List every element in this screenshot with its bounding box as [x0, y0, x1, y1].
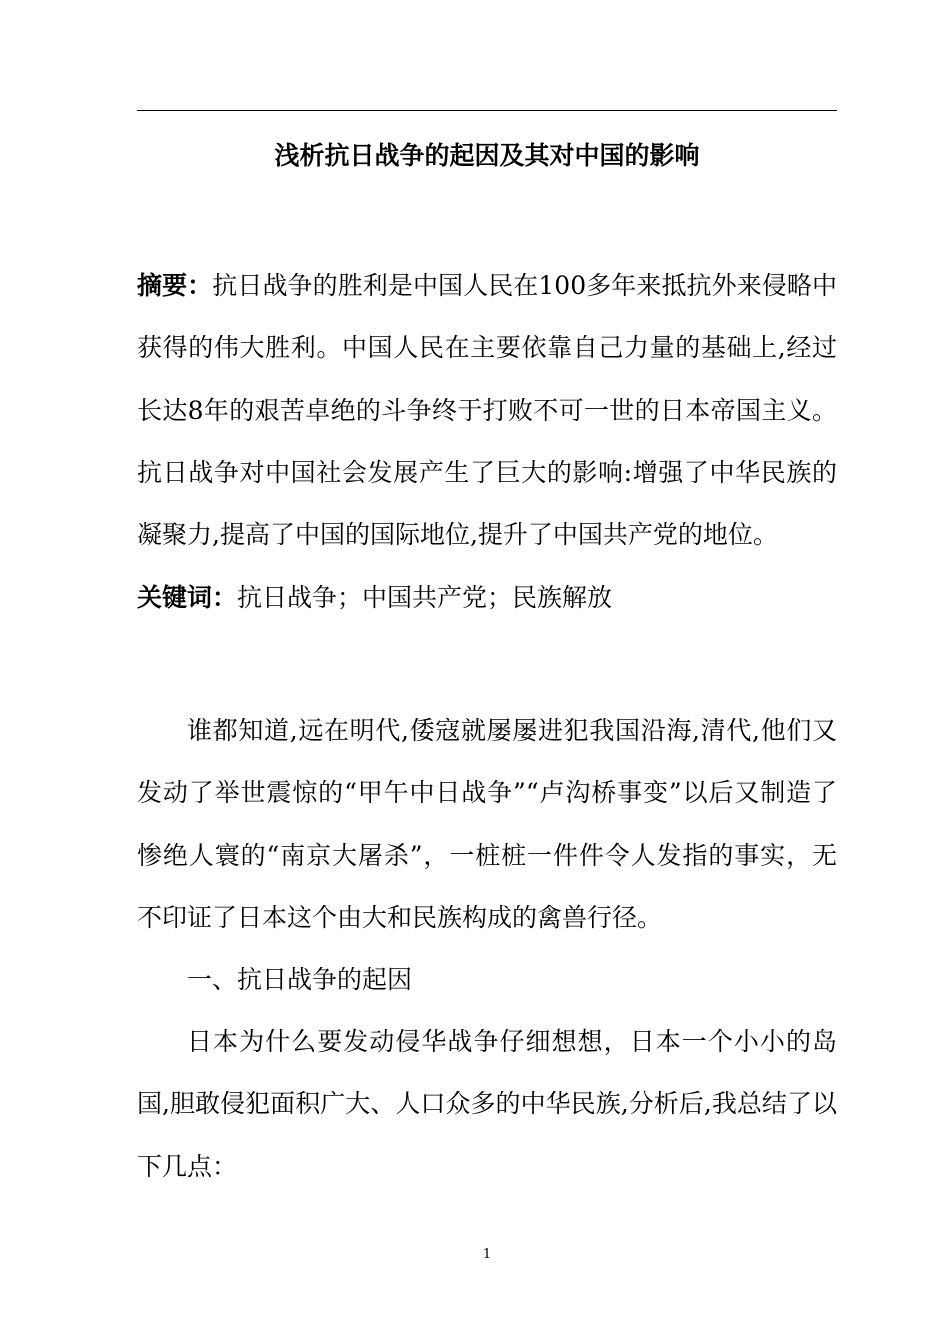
body-paragraph-intro: 谁都知道,远在明代,倭寇就屡屡进犯我国沿海,清代,他们又发动了举世震惊的“甲午中日战争”“卢沟桥事变”以后又制造了惨绝人寰的“南京大屠杀”，一桩桩一件件令人发指的事实，无不印证了日本这个由大和民族构成的禽兽行径。: [137, 716, 837, 932]
abstract-text: 抗日战争的胜利是中国人民在100多年来抵抗外来侵略中获得的伟大胜利。中国人民在主要依靠自己力量的基础上,经过长达8年的艰苦卓绝的斗争终于打败不可一世的日本帝国主义。抗日战争对中国社会发展产生了巨大的影响:增强了中华民族的凝聚力,提高了中国的国际地位,提升了中国共产党的地位。: [137, 271, 837, 550]
keywords-label: 关键词：: [137, 583, 238, 612]
body-paragraph-causes: 日本为什么要发动侵华战争仔细想想，日本一个小小的岛国,胆敢侵犯面积广大、人口众多的中华民族,分析后,我总结了以下几点：: [137, 1027, 837, 1181]
header-rule: [137, 110, 837, 111]
section-heading-causes: 一、抗日战争的起因: [187, 965, 413, 994]
keywords-line: [137, 567, 837, 629]
abstract-label: 摘要：: [137, 271, 213, 300]
document-title: 浅析抗日战争的起因及其对中国的影响: [274, 141, 700, 170]
abstract-paragraph: [137, 255, 837, 566]
page-number: 1: [482, 1247, 492, 1262]
keywords-text: 抗日战争；中国共产党；民族解放: [237, 583, 613, 612]
